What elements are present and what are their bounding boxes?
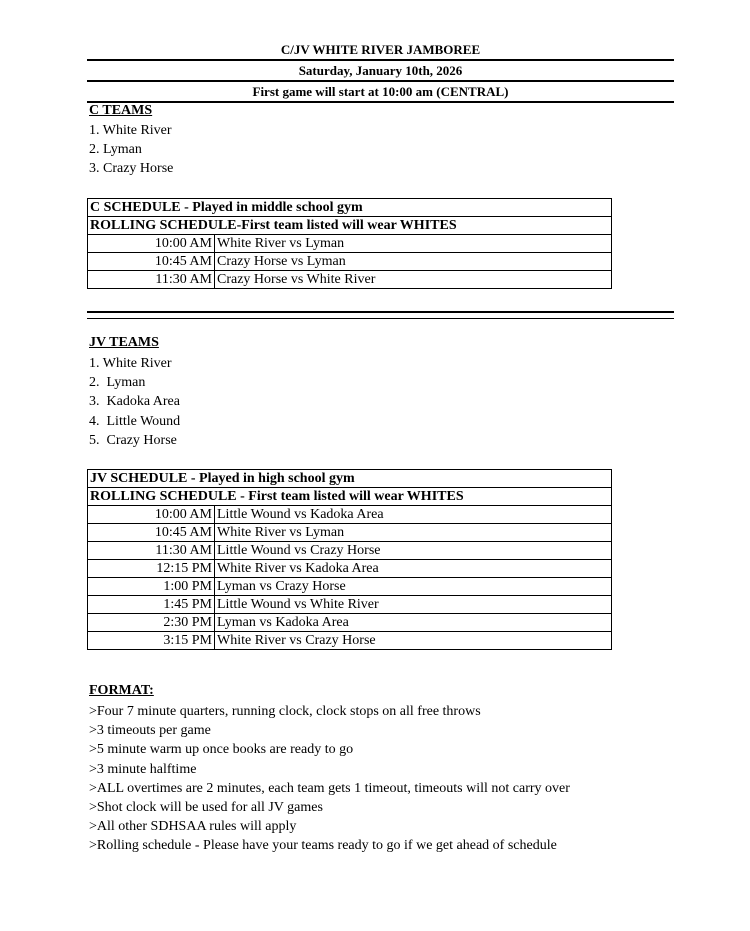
- format-heading: FORMAT:: [89, 683, 154, 698]
- section-divider: [87, 311, 674, 319]
- schedule-title: C SCHEDULE - Played in middle school gym: [88, 199, 612, 217]
- list-item: 2. Lyman: [89, 142, 142, 158]
- game-time: 12:15 PM: [88, 560, 215, 578]
- game-time: 11:30 AM: [88, 542, 215, 560]
- list-item: >Rolling schedule - Please have your teams ready to go if we get ahead of schedule: [89, 838, 557, 854]
- schedule-subtitle: ROLLING SCHEDULE-First team listed will wear WHITES: [88, 217, 612, 235]
- list-item: >5 minute warm up once books are ready to go: [89, 742, 354, 758]
- c-teams-heading: C TEAMS: [89, 103, 153, 118]
- game-time: 10:00 AM: [88, 506, 215, 524]
- game-matchup: Little Wound vs Crazy Horse: [215, 542, 612, 560]
- list-item: 1. White River: [89, 123, 172, 138]
- list-item: 5. Crazy Horse: [89, 432, 177, 448]
- c-teams-list: [89, 121, 173, 179]
- game-matchup: Lyman vs Crazy Horse: [215, 578, 612, 596]
- event-title: C/JV WHITE RIVER JAMBOREE: [280, 42, 481, 57]
- list-item: >Four 7 minute quarters, running clock, clock stops on all free throws: [89, 704, 481, 719]
- table-row: [88, 253, 612, 271]
- table-row: [88, 614, 612, 632]
- divider: [87, 101, 674, 103]
- list-item: 3. Crazy Horse: [89, 161, 174, 177]
- table-row: [88, 596, 612, 614]
- list-item: 3. Kadoka Area: [89, 394, 180, 410]
- game-time: 1:45 PM: [88, 596, 215, 614]
- table-row: [88, 542, 612, 560]
- game-matchup: Little Wound vs Kadoka Area: [215, 506, 612, 524]
- table-row: [88, 632, 612, 650]
- game-matchup: Little Wound vs White River: [215, 596, 612, 614]
- game-matchup: White River vs Lyman: [215, 524, 612, 542]
- game-matchup: White River vs Crazy Horse: [215, 632, 612, 650]
- start-time-notice: First game will start at 10:00 am (CENTRAL): [252, 84, 509, 99]
- table-row: [88, 506, 612, 524]
- game-time: 1:00 PM: [88, 578, 215, 596]
- list-item: >Shot clock will be used for all JV games: [89, 800, 323, 816]
- game-time: 10:00 AM: [88, 235, 215, 253]
- list-item: >ALL overtimes are 2 minutes, each team gets 1 timeout, timeouts will not carry over: [89, 780, 570, 796]
- game-matchup: White River vs Kadoka Area: [215, 560, 612, 578]
- table-row: [88, 560, 612, 578]
- list-item: >All other SDHSAA rules will apply: [89, 819, 297, 835]
- game-time: 10:45 AM: [88, 253, 215, 271]
- game-matchup: White River vs Lyman: [215, 235, 612, 253]
- table-row: [88, 271, 612, 289]
- jv-teams-list: [89, 354, 180, 450]
- game-time: 2:30 PM: [88, 614, 215, 632]
- game-matchup: Crazy Horse vs White River: [215, 271, 612, 289]
- game-matchup: Lyman vs Kadoka Area: [215, 614, 612, 632]
- table-row: [88, 524, 612, 542]
- c-schedule-table: [87, 198, 612, 289]
- game-time: 3:15 PM: [88, 632, 215, 650]
- list-item: >3 minute halftime: [89, 761, 197, 777]
- list-item: >3 timeouts per game: [89, 723, 211, 739]
- jv-teams-heading: JV TEAMS: [89, 335, 159, 350]
- event-date: Saturday, January 10th, 2026: [298, 63, 463, 78]
- list-item: 1. White River: [89, 356, 172, 371]
- game-matchup: Crazy Horse vs Lyman: [215, 253, 612, 271]
- list-item: 4. Little Wound: [89, 413, 181, 429]
- table-row: [88, 235, 612, 253]
- schedule-subtitle: ROLLING SCHEDULE - First team listed will wear WHITES: [88, 488, 612, 506]
- schedule-title: JV SCHEDULE - Played in high school gym: [88, 470, 612, 488]
- format-rules: [89, 702, 570, 856]
- table-row: [88, 578, 612, 596]
- jv-schedule-table: [87, 469, 612, 650]
- game-time: 10:45 AM: [88, 524, 215, 542]
- event-header: [87, 40, 674, 103]
- list-item: 2. Lyman: [89, 375, 146, 391]
- game-time: 11:30 AM: [88, 271, 215, 289]
